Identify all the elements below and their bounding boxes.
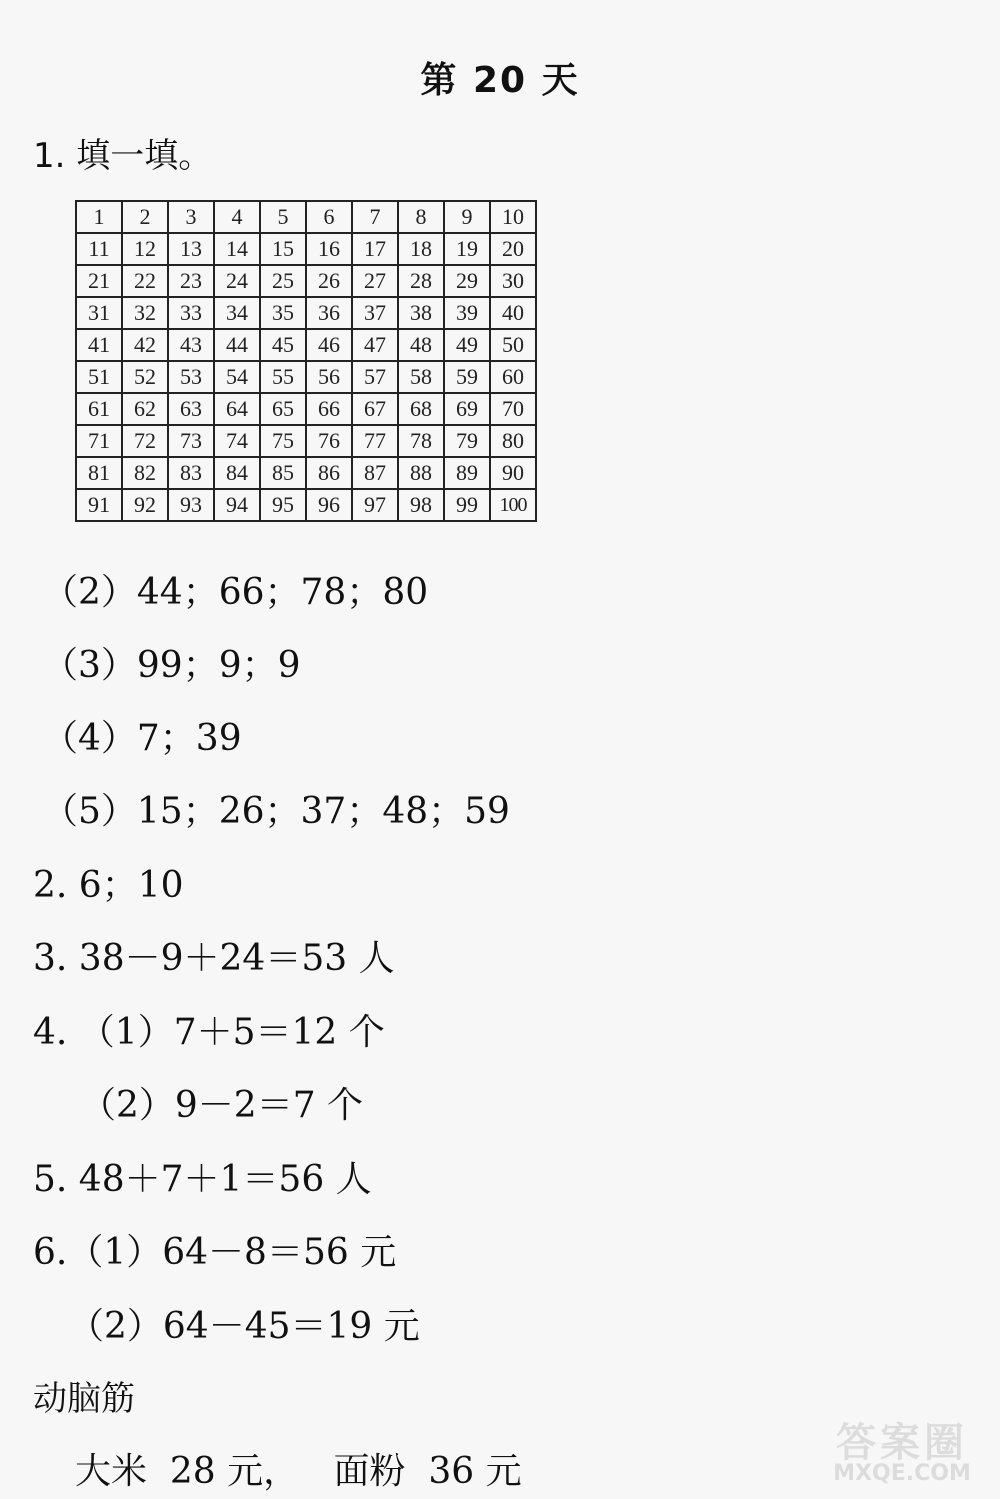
grid-cell: 21: [76, 265, 122, 297]
question-3-answer: 3. 38－9＋24＝53 人: [33, 938, 395, 979]
grid-cell: 88: [398, 457, 444, 489]
grid-cell: 79: [444, 425, 490, 457]
grid-cell: 77: [352, 425, 398, 457]
grid-cell: 57: [352, 361, 398, 393]
grid-cell: 7: [352, 201, 398, 233]
grid-cell: 96: [306, 489, 352, 521]
grid-cell: 6: [306, 201, 352, 233]
grid-cell: 30: [490, 265, 536, 297]
grid-cell: 40: [490, 297, 536, 329]
grid-cell: 98: [398, 489, 444, 521]
question-1-answer-3: （3）99；9；9: [42, 645, 301, 686]
grid-cell: 28: [398, 265, 444, 297]
question-6-answer-1: 6.（1）64－8＝56 元: [33, 1232, 397, 1273]
grid-cell: 5: [260, 201, 306, 233]
grid-cell: 18: [398, 233, 444, 265]
question-1-answer-5: （5）15；26；37；48；59: [42, 791, 510, 832]
grid-cell: 20: [490, 233, 536, 265]
grid-cell: 90: [490, 457, 536, 489]
grid-cell: 92: [122, 489, 168, 521]
grid-cell: 91: [76, 489, 122, 521]
grid-cell: 38: [398, 297, 444, 329]
watermark: [812, 1411, 992, 1491]
grid-cell: 76: [306, 425, 352, 457]
grid-cell: 8: [398, 201, 444, 233]
grid-cell: 33: [168, 297, 214, 329]
grid-cell: 82: [122, 457, 168, 489]
grid-cell: 36: [306, 297, 352, 329]
grid-cell: 31: [76, 297, 122, 329]
grid-cell: 99: [444, 489, 490, 521]
grid-cell: 3: [168, 201, 214, 233]
grid-row: [76, 361, 536, 393]
question-4-answer-1: 4. （1）7＋5＝12 个: [33, 1012, 385, 1053]
grid-cell: 100: [490, 489, 536, 521]
grid-cell: 94: [214, 489, 260, 521]
grid-cell: 75: [260, 425, 306, 457]
grid-row: [76, 457, 536, 489]
grid-cell: 65: [260, 393, 306, 425]
grid-row: [76, 233, 536, 265]
grid-cell: 62: [122, 393, 168, 425]
grid-cell: 69: [444, 393, 490, 425]
grid-cell: 52: [122, 361, 168, 393]
grid-cell: 61: [76, 393, 122, 425]
question-1-heading: 1. 填一填。: [33, 136, 213, 176]
grid-cell: 25: [260, 265, 306, 297]
grid-cell: 2: [122, 201, 168, 233]
grid-cell: 67: [352, 393, 398, 425]
grid-cell: 10: [490, 201, 536, 233]
grid-cell: 27: [352, 265, 398, 297]
grid-cell: 56: [306, 361, 352, 393]
grid-cell: 72: [122, 425, 168, 457]
hundred-chart-grid: [75, 200, 537, 522]
grid-cell: 47: [352, 329, 398, 361]
grid-cell: 63: [168, 393, 214, 425]
grid-cell: 73: [168, 425, 214, 457]
grid-cell: 35: [260, 297, 306, 329]
grid-cell: 41: [76, 329, 122, 361]
grid-cell: 9: [444, 201, 490, 233]
grid-cell: 23: [168, 265, 214, 297]
question-6-answer-2: （2）64－45＝19 元: [68, 1306, 420, 1347]
grid-row: [76, 201, 536, 233]
grid-cell: 83: [168, 457, 214, 489]
grid-cell: 59: [444, 361, 490, 393]
question-4-answer-2: （2）9－2＝7 个: [80, 1085, 364, 1126]
grid-cell: 49: [444, 329, 490, 361]
grid-cell: 11: [76, 233, 122, 265]
grid-cell: 86: [306, 457, 352, 489]
brain-teaser-answer: 大米 28 元， 面粉 36 元: [75, 1451, 522, 1492]
question-1-answer-2: （2）44；66；78；80: [42, 572, 429, 613]
grid-cell: 42: [122, 329, 168, 361]
grid-cell: 50: [490, 329, 536, 361]
page-title: 第 20 天: [420, 60, 580, 101]
watermark-url: MXQE.COM: [833, 1461, 971, 1486]
question-1-answer-4: （4）7；39: [42, 718, 242, 759]
grid-row: [76, 265, 536, 297]
grid-cell: 70: [490, 393, 536, 425]
grid-cell: 17: [352, 233, 398, 265]
grid-cell: 93: [168, 489, 214, 521]
grid-cell: 78: [398, 425, 444, 457]
grid-cell: 66: [306, 393, 352, 425]
grid-cell: 29: [444, 265, 490, 297]
grid-cell: 80: [490, 425, 536, 457]
grid-cell: 87: [352, 457, 398, 489]
grid-cell: 68: [398, 393, 444, 425]
grid-row: [76, 297, 536, 329]
grid-cell: 32: [122, 297, 168, 329]
grid-cell: 89: [444, 457, 490, 489]
grid-cell: 45: [260, 329, 306, 361]
watermark-logo: 答案圈: [836, 1420, 968, 1466]
grid-cell: 81: [76, 457, 122, 489]
grid-cell: 15: [260, 233, 306, 265]
grid-cell: 53: [168, 361, 214, 393]
grid-cell: 16: [306, 233, 352, 265]
grid-row: [76, 329, 536, 361]
grid-cell: 37: [352, 297, 398, 329]
grid-cell: 44: [214, 329, 260, 361]
grid-cell: 95: [260, 489, 306, 521]
grid-cell: 97: [352, 489, 398, 521]
grid-cell: 12: [122, 233, 168, 265]
grid-cell: 19: [444, 233, 490, 265]
grid-cell: 14: [214, 233, 260, 265]
grid-cell: 54: [214, 361, 260, 393]
brain-teaser-heading: 动脑筋: [33, 1379, 135, 1419]
grid-cell: 13: [168, 233, 214, 265]
grid-cell: 85: [260, 457, 306, 489]
grid-cell: 51: [76, 361, 122, 393]
grid-cell: 60: [490, 361, 536, 393]
grid-cell: 1: [76, 201, 122, 233]
grid-cell: 64: [214, 393, 260, 425]
grid-cell: 58: [398, 361, 444, 393]
grid-cell: 48: [398, 329, 444, 361]
grid-row: [76, 489, 536, 521]
grid-cell: 39: [444, 297, 490, 329]
grid-cell: 22: [122, 265, 168, 297]
grid-row: [76, 425, 536, 457]
grid-cell: 24: [214, 265, 260, 297]
grid-cell: 84: [214, 457, 260, 489]
grid-cell: 71: [76, 425, 122, 457]
grid-cell: 34: [214, 297, 260, 329]
grid-cell: 55: [260, 361, 306, 393]
grid-row: [76, 393, 536, 425]
grid-cell: 26: [306, 265, 352, 297]
grid-cell: 46: [306, 329, 352, 361]
question-5-answer: 5. 48＋7＋1＝56 人: [33, 1159, 372, 1200]
grid-cell: 43: [168, 329, 214, 361]
grid-cell: 74: [214, 425, 260, 457]
grid-cell: 4: [214, 201, 260, 233]
question-2-answer: 2. 6；10: [33, 865, 184, 906]
